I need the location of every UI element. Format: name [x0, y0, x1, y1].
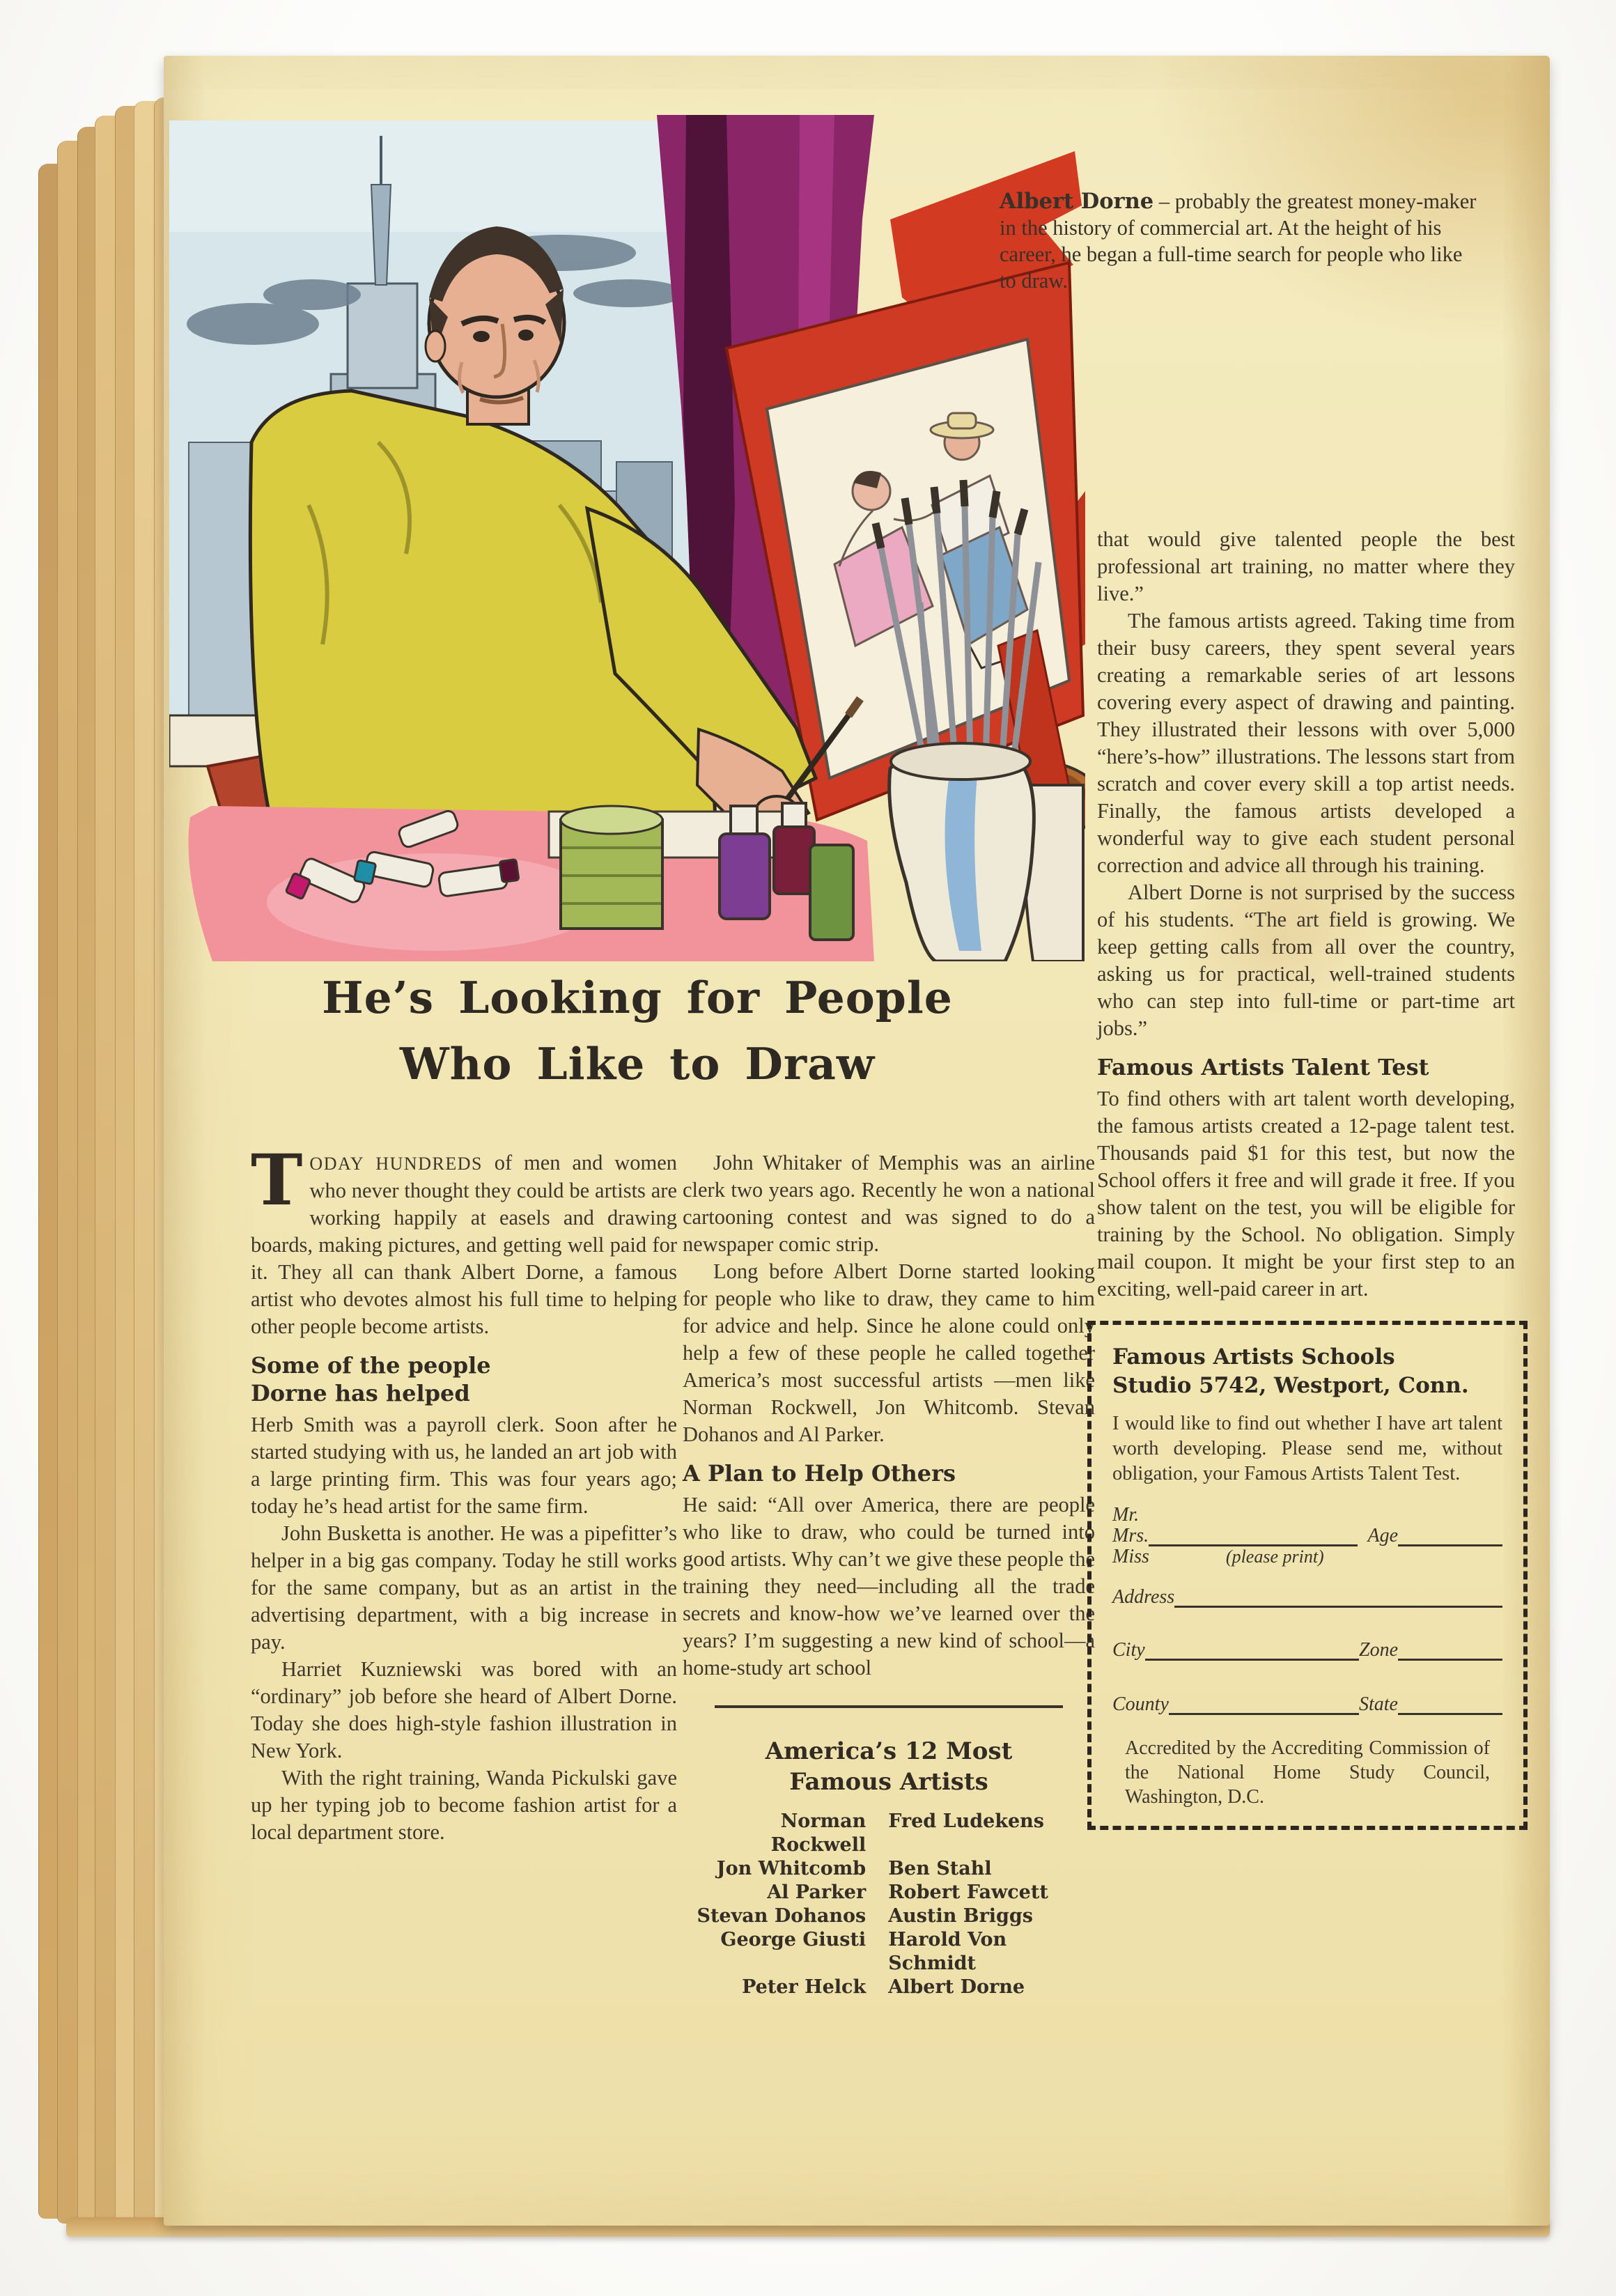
- name-blank-line: [1149, 1526, 1358, 1546]
- mail-coupon: [1087, 1321, 1528, 1830]
- artist-row: [683, 1857, 1095, 1881]
- subhead-talent-test: Famous Artists Talent Test: [1097, 1054, 1429, 1080]
- form-row-address: [1112, 1587, 1502, 1608]
- accreditation-note: Accredited by the Accrediting Commission of the National Home Study Council, Washington, D.C.: [1125, 1737, 1490, 1808]
- column-middle: [683, 1149, 1095, 1999]
- artist-row: [683, 1905, 1095, 1928]
- paragraph: John Whitaker of Memphis was an airline clerk two years ago. Recently he won a national cartooning contest and was signed to do a newspaper comic strip.: [683, 1151, 1095, 1256]
- artist-name: Stevan Dohanos: [697, 1905, 867, 1927]
- form-row-mr: [1112, 1505, 1502, 1526]
- form-row-county: [1112, 1694, 1502, 1715]
- form-row-miss: [1112, 1546, 1502, 1567]
- label-county: County: [1112, 1693, 1169, 1715]
- title-line: Famous Artists: [789, 1768, 988, 1796]
- title-line: America’s 12 Most: [765, 1737, 1013, 1765]
- label-city: City: [1112, 1639, 1145, 1661]
- lead-smallcaps: ODAY HUNDREDS: [309, 1154, 483, 1174]
- coupon-form: [1112, 1505, 1502, 1715]
- section-divider: [715, 1705, 1063, 1708]
- label-state: State: [1359, 1693, 1398, 1715]
- coupon-body-text: I would like to find out whether I have art talent worth developing. Please send me, without obligation, your Famous Artists Talent Test.: [1112, 1413, 1502, 1484]
- paragraph-text: of men and women who never thought they could be artists are working happily at easels and drawing boards, making pictures, and getting well paid for it. They all can thank Albert Dorne, a famous artist who devotes almost his full time to helping other people become artists.: [251, 1151, 677, 1338]
- coupon-address: Studio 5742, Westport, Conn.: [1112, 1373, 1469, 1398]
- label-age: Age: [1367, 1525, 1398, 1546]
- label-address: Address: [1112, 1586, 1175, 1608]
- paragraph: Harriet Kuzniewski was bored with an “ordinary” job before she heard of Albert Dorne. Today she does high-style fashion illustration in New York.: [251, 1657, 677, 1762]
- label-mrs: Mrs.: [1112, 1525, 1149, 1546]
- coupon-header: [1112, 1343, 1502, 1400]
- label-mr: Mr.: [1112, 1504, 1140, 1526]
- artist-name: Jon Whitcomb: [716, 1858, 867, 1879]
- photo-caption: [1000, 188, 1477, 294]
- subhead-line: Dorne has helped: [251, 1380, 470, 1406]
- column-left: [251, 1139, 677, 1846]
- form-row-city: [1112, 1640, 1502, 1661]
- coupon-school-name: Famous Artists Schools: [1112, 1344, 1395, 1370]
- subhead-line: Some of the people: [251, 1352, 491, 1379]
- artist-row: [683, 1976, 1095, 1999]
- artist-name: Fred Ludekens: [888, 1810, 1044, 1832]
- artist-name: Ben Stahl: [888, 1858, 992, 1879]
- headline: [289, 965, 986, 1097]
- artist-name: George Giusti: [720, 1929, 867, 1950]
- drop-cap: T: [251, 1139, 303, 1221]
- headline-line2: Who Like to Draw: [399, 1038, 876, 1089]
- paragraph: To find others with art talent worth developing, the famous artists created a 12-page talent test. Thousands paid $1 for this test, but now the School offers it free and will grade it free. If you show talent on the test, you will be eligible for training by the School. No obligation. Simply mail coupon. It might be your first step to an exciting, well-paid career in art.: [1097, 1087, 1515, 1301]
- famous-artists-title: [683, 1736, 1095, 1797]
- label-zone: Zone: [1359, 1639, 1398, 1661]
- state-blank-line: [1398, 1695, 1502, 1715]
- label-miss: Miss: [1112, 1546, 1149, 1567]
- artist-row: [683, 1881, 1095, 1905]
- form-row-mrs: [1112, 1526, 1502, 1546]
- artist-name: Harold Von Schmidt: [888, 1929, 1007, 1974]
- magazine-page: [164, 56, 1550, 2226]
- paragraph: John Busketta is another. He was a pipefitter’s helper in a big gas company. Today he still works for the same company, but as an artist in the advertising department, with a big increase in pay.: [251, 1521, 677, 1654]
- paragraph: He said: “All over America, there are people who like to draw, who could be turned into good artists. Why can’t we give these people the training they need—including all the trade secrets and know-how we’ve learned over the years? I’m suggesting a new kind of school—a home-study art school: [683, 1493, 1095, 1680]
- artist-name: Austin Briggs: [888, 1905, 1034, 1927]
- headline-line1: He’s Looking for People: [322, 972, 953, 1023]
- subhead-people-helped: [251, 1351, 677, 1407]
- paragraph: that would give talented people the best professional art training, no matter where they live.”: [1097, 527, 1515, 605]
- address-blank-line: [1174, 1588, 1502, 1608]
- artist-row: [683, 1928, 1095, 1976]
- paragraph: With the right training, Wanda Pickulski gave up her typing job to become fashion artist for a local department store.: [251, 1766, 677, 1844]
- famous-artists-list: [683, 1810, 1095, 1999]
- county-blank-line: [1169, 1695, 1359, 1715]
- artist-name: Albert Dorne: [888, 1976, 1025, 1998]
- subhead-plan-to-help: A Plan to Help Others: [683, 1460, 956, 1487]
- paragraph: The famous artists agreed. Taking time from their busy careers, they spent several years creating a remarkable series of art lessons covering every aspect of drawing and painting. They illustrated their lessons with over 5,000 “here’s-how” illustrations. The lessons start from scratch and cover every skill a top artist needs. Finally, the famous artists developed a wonderful way to give each student personal correction and advice all through his training.: [1097, 609, 1515, 877]
- palette-cups: [561, 806, 662, 929]
- age-blank-line: [1398, 1526, 1502, 1546]
- artist-name: Peter Helck: [742, 1976, 867, 1998]
- please-print-note: (please print): [1225, 1546, 1324, 1567]
- caption-lead-name: Albert Dorne: [1000, 189, 1154, 214]
- artist-name: Robert Fawcett: [888, 1882, 1048, 1903]
- comic-page-edges: [38, 98, 178, 2240]
- caption-text: – probably the greatest money-maker in the history of commercial art. At the height of his career, he began a full-time search for people who like to draw.: [1000, 189, 1477, 293]
- albert-dorne-studio-illustration: [169, 115, 1085, 961]
- city-blank-line: [1145, 1640, 1359, 1661]
- zone-blank-line: [1398, 1640, 1502, 1661]
- artist-name: Al Parker: [767, 1882, 867, 1903]
- artist-name: Norman Rockwell: [770, 1810, 867, 1856]
- paragraph: Albert Dorne is not surprised by the success of his students. “The art field is growing. We keep getting calls from all over the country, asking us for practical, well-trained students who can step into full-time or part-time art jobs.”: [1097, 881, 1515, 1040]
- column-right: [1097, 526, 1515, 1830]
- paragraph: Herb Smith was a payroll clerk. Soon after he started studying with us, he landed an art job with a large printing firm. This was four years ago; today he’s head artist for the same firm.: [251, 1413, 677, 1518]
- paragraph: Long before Albert Dorne started looking for people who like to draw, they came to him for advice and help. Since he alone could only help a few of these people he called together America’s most successful artists —men like Norman Rockwell, Jon Whitcomb. Stevan Dohanos and Al Parker.: [683, 1259, 1095, 1446]
- artist-row: [683, 1810, 1095, 1857]
- paragraph: [251, 1139, 677, 1340]
